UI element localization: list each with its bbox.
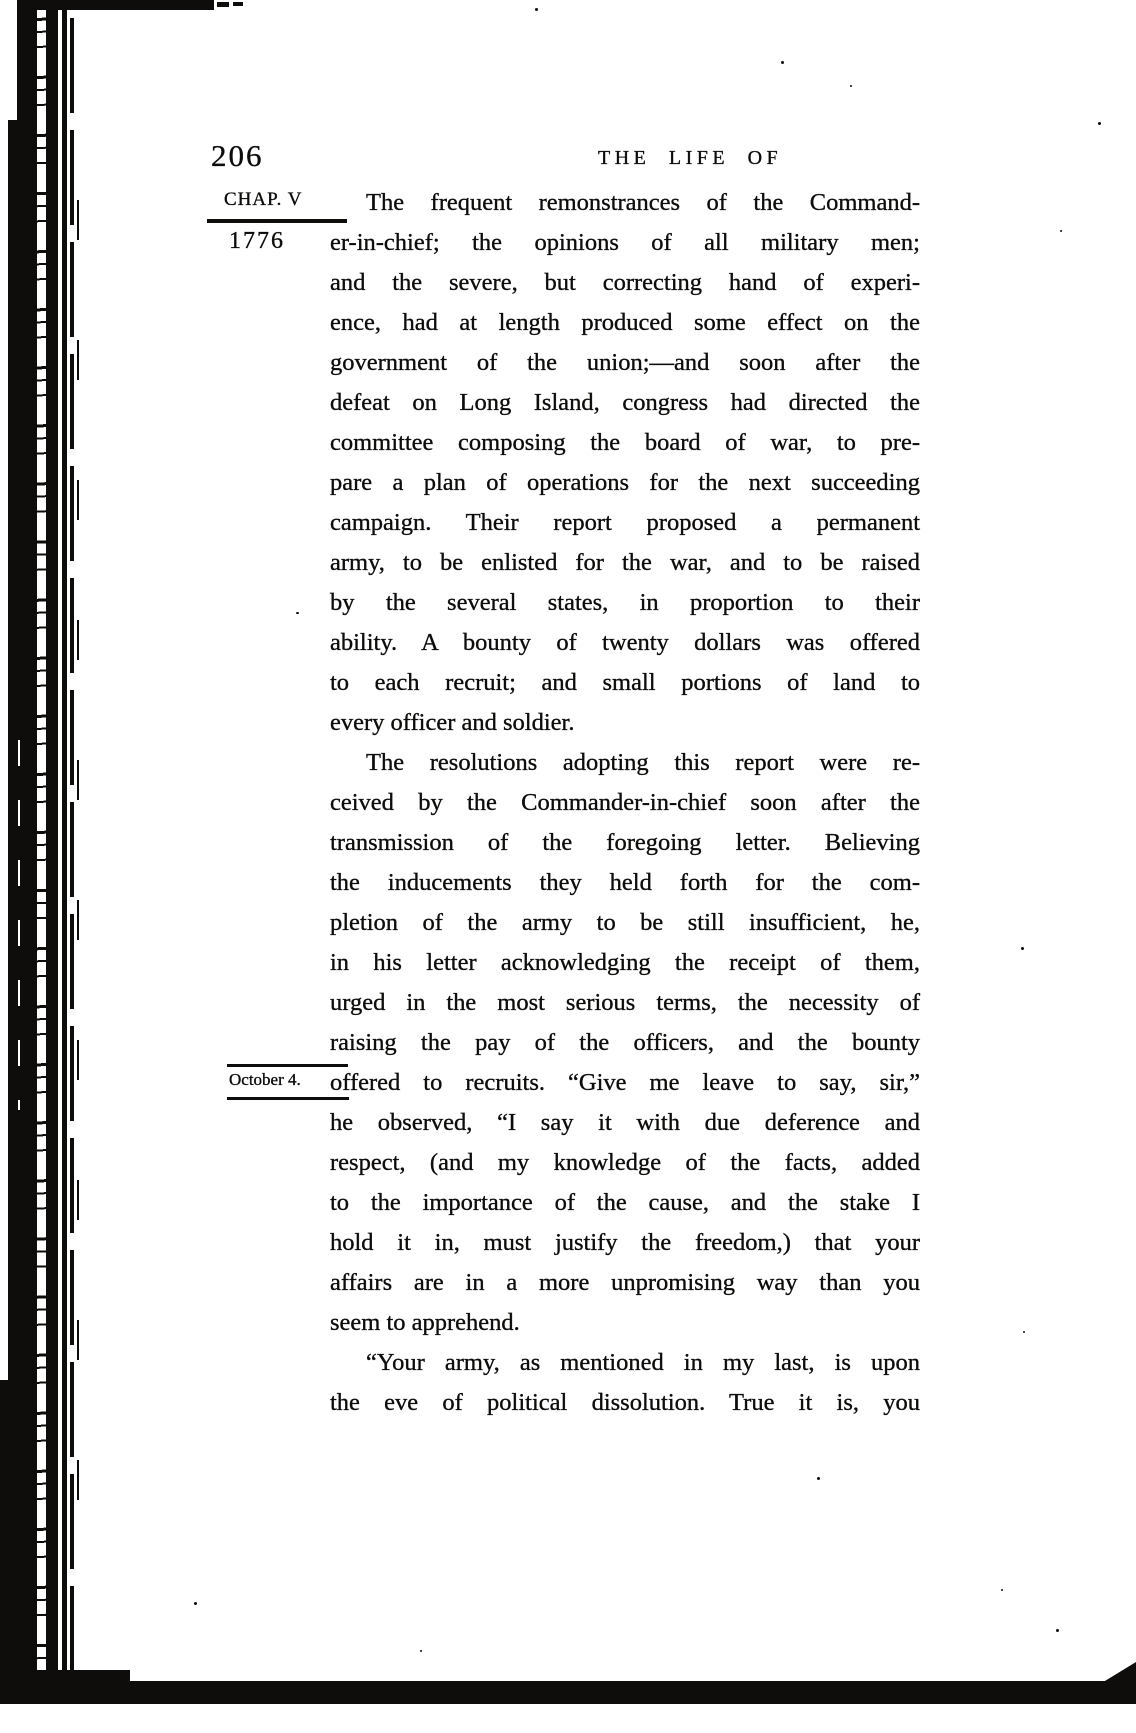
scan-speck [1023,1331,1025,1333]
scan-speck [817,1477,820,1480]
text-line: in his letter acknowledging the receipt of them, [330,949,920,976]
scan-speck [420,1650,422,1652]
scan-gutter-streak [37,4,46,1690]
text-line: ence, had at length produced some effect on the [330,309,920,336]
scan-speck [1098,122,1101,125]
text-line: er-in-chief; the opinions of all military men; [330,229,920,256]
text-line: campaign. Their report proposed a permanent [330,509,920,536]
page-number: 206 [211,138,264,173]
text-line: hold it in, must justify the freedom,) that your [330,1229,920,1256]
scan-gutter-crack [18,740,20,1110]
scan-speck [1001,1589,1003,1591]
chapter-rule [207,219,347,223]
scan-binding-line [70,18,74,1698]
text-line: defeat on Long Island, congress had directed the [330,389,920,416]
text-line: respect, (and my knowledge of the facts, added [330,1149,920,1176]
scan-speck [850,85,852,87]
text-line: The frequent remonstrances of the Command- [366,189,920,216]
text-line: The resolutions adopting this report were re- [366,749,920,776]
scan-binding-line [77,200,79,1500]
chapter-label: CHAP. V [224,189,303,210]
text-line: and the severe, but correcting hand of experi- [330,269,920,296]
text-line: urged in the most serious terms, the necessity of [330,989,920,1016]
year-label: 1776 [229,228,285,254]
scan-speck [296,612,299,614]
text-line: committee composing the board of war, to pre- [330,429,920,456]
body-text [330,183,920,1423]
scan-speck [1056,1629,1059,1632]
scan-gutter-band [8,120,18,1698]
text-line: affairs are in a more unpromising way than you [330,1269,920,1296]
text-line: pare a plan of operations for the next succeeding [330,469,920,496]
running-header: THE LIFE OF [598,147,783,169]
scan-edge-top [28,0,214,10]
scan-speck [781,61,784,64]
text-line: the inducements they held forth for the com- [330,869,920,896]
scan-speck [1060,230,1062,232]
text-line: “Your army, as mentioned in my last, is upon [366,1349,920,1376]
text-line: government of the union;—and soon after the [330,349,920,376]
text-line: the eve of political dissolution. True it is, you [330,1389,920,1416]
text-line: raising the pay of the officers, and the bounty [330,1029,920,1056]
scan-edge-bottom [0,1670,130,1684]
text-line: every officer and soldier. [330,709,575,736]
scan-gutter-band [46,0,58,1698]
scan-gutter-band [0,1380,9,1698]
scan-gutter-band [17,0,38,1698]
text-line: he observed, “I say it with due deference and [330,1109,920,1136]
text-line: ability. A bounty of twenty dollars was offered [330,629,920,656]
text-line: to the importance of the cause, and the stake I [330,1189,920,1216]
scan-speck [194,1602,197,1605]
text-line: offered to recruits. “Give me leave to say, sir,” [330,1069,920,1096]
text-line: to each recruit; and small portions of land to [330,669,920,696]
scan-edge-bottom [0,1681,1136,1704]
text-line: by the several states, in proportion to their [330,589,920,616]
date-note: October 4. [229,1070,301,1089]
scan-binding-line [62,0,67,1698]
text-line: army, to be enlisted for the war, and to be raised [330,549,920,576]
text-line: seem to apprehend. [330,1309,520,1336]
text-line: pletion of the army to be still insufficient, he, [330,909,920,936]
scan-edge-top-dash [233,2,243,6]
text-line: transmission of the foregoing letter. Believing [330,829,920,856]
scan-edge-top-dash [217,2,229,7]
text-line: ceived by the Commander-in-chief soon after the [330,789,920,816]
scan-speck [535,8,538,11]
scan-speck [1021,947,1024,950]
